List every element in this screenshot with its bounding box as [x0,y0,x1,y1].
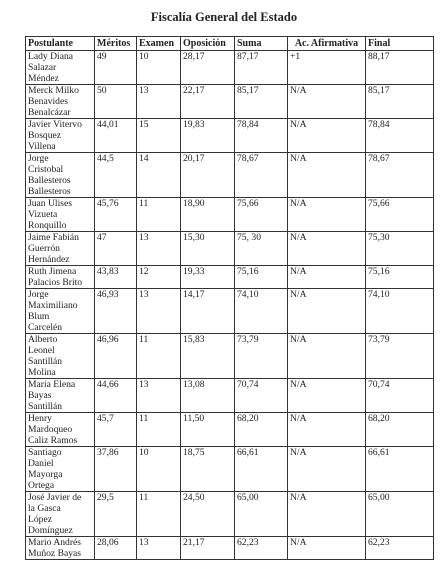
cell-final: 75,30 [366,232,434,266]
cell-final: 74,10 [366,289,434,334]
cell-meritos: 28,06 [95,537,137,560]
table-row [26,85,434,119]
cell-examen: 11 [137,413,181,447]
cell-oposicion: 24,50 [181,492,235,537]
cell-suma: 87,17 [235,51,288,85]
cell-postulante: Jorge Cristobal Ballesteros Ballesteros [26,153,95,198]
cell-ac-afirmativa: N/A [288,413,366,447]
cell-suma: 78,67 [235,153,288,198]
cell-suma: 85,17 [235,85,288,119]
cell-examen: 11 [137,334,181,379]
cell-suma: 70,74 [235,379,288,413]
cell-ac-afirmativa: N/A [288,537,366,560]
cell-final: 62,23 [366,537,434,560]
header-postulante: Postulante [26,37,95,51]
table-row [26,232,434,266]
cell-meritos: 45,76 [95,198,137,232]
cell-oposicion: 15,83 [181,334,235,379]
cell-suma: 75,66 [235,198,288,232]
cell-meritos: 44,5 [95,153,137,198]
header-ac-afirmativa: Ac. Afirmativa [288,37,366,51]
cell-final: 68,20 [366,413,434,447]
cell-examen: 12 [137,266,181,289]
cell-suma: 62,23 [235,537,288,560]
cell-oposicion: 21,17 [181,537,235,560]
table-row [26,119,434,153]
cell-examen: 13 [137,289,181,334]
cell-examen: 10 [137,447,181,492]
cell-postulante: Jorge Maximiliano Blum Carcelén [26,289,95,334]
cell-examen: 13 [137,379,181,413]
cell-final: 75,66 [366,198,434,232]
cell-final: 66,61 [366,447,434,492]
table-row [26,537,434,560]
cell-oposicion: 18,75 [181,447,235,492]
cell-final: 75,16 [366,266,434,289]
table-row [26,198,434,232]
cell-ac-afirmativa: N/A [288,289,366,334]
cell-final: 70,74 [366,379,434,413]
header-row [26,37,434,51]
cell-meritos: 50 [95,85,137,119]
cell-ac-afirmativa: N/A [288,85,366,119]
cell-postulante: Henry Mardoqueo Caliz Ramos [26,413,95,447]
cell-oposicion: 13,08 [181,379,235,413]
cell-meritos: 45,7 [95,413,137,447]
cell-suma: 78,84 [235,119,288,153]
cell-final: 65,00 [366,492,434,537]
cell-oposicion: 20,17 [181,153,235,198]
header-oposicion: Oposición [181,37,235,51]
cell-postulante: Alberto Leonel Santillán Molina [26,334,95,379]
cell-postulante: Mario Andrés Muñoz Bayas [26,537,95,560]
cell-meritos: 47 [95,232,137,266]
cell-final: 88,17 [366,51,434,85]
cell-postulante: Juan Ulises Vizueta Ronquillo [26,198,95,232]
cell-ac-afirmativa: N/A [288,232,366,266]
cell-oposicion: 28,17 [181,51,235,85]
cell-postulante: Santiago Daniel Mayorga Ortega [26,447,95,492]
cell-oposicion: 19,33 [181,266,235,289]
cell-suma: 66,61 [235,447,288,492]
cell-meritos: 44,01 [95,119,137,153]
cell-oposicion: 19,83 [181,119,235,153]
cell-suma: 73,79 [235,334,288,379]
cell-suma: 74,10 [235,289,288,334]
cell-postulante: José Javier de la Gasca López Domínguez [26,492,95,537]
cell-meritos: 44,66 [95,379,137,413]
cell-meritos: 46,96 [95,334,137,379]
cell-examen: 14 [137,153,181,198]
table-row [26,492,434,537]
header-examen: Examen [137,37,181,51]
header-final: Final [366,37,434,51]
cell-final: 73,79 [366,334,434,379]
cell-examen: 15 [137,119,181,153]
cell-suma: 65,00 [235,492,288,537]
cell-ac-afirmativa: N/A [288,379,366,413]
cell-suma: 75,16 [235,266,288,289]
table-row [26,379,434,413]
cell-meritos: 37,86 [95,447,137,492]
cell-meritos: 29,5 [95,492,137,537]
cell-final: 85,17 [366,85,434,119]
cell-examen: 11 [137,492,181,537]
table-row [26,334,434,379]
table-row [26,447,434,492]
cell-ac-afirmativa: N/A [288,334,366,379]
results-table [25,36,434,560]
cell-oposicion: 15,30 [181,232,235,266]
cell-ac-afirmativa: N/A [288,447,366,492]
cell-meritos: 43,83 [95,266,137,289]
cell-examen: 13 [137,85,181,119]
cell-meritos: 49 [95,51,137,85]
cell-suma: 75, 30 [235,232,288,266]
cell-postulante: Jaime Fabián Guerrón Hernández [26,232,95,266]
cell-postulante: Ruth Jimena Palacios Brito [26,266,95,289]
cell-final: 78,67 [366,153,434,198]
table-row [26,413,434,447]
cell-ac-afirmativa: N/A [288,198,366,232]
cell-ac-afirmativa: N/A [288,266,366,289]
cell-postulante: Merck Milko Benavides Benalcázar [26,85,95,119]
cell-suma: 68,20 [235,413,288,447]
cell-ac-afirmativa: N/A [288,492,366,537]
table-row [26,51,434,85]
cell-examen: 10 [137,51,181,85]
cell-oposicion: 14,17 [181,289,235,334]
cell-final: 78,84 [366,119,434,153]
cell-oposicion: 18,90 [181,198,235,232]
cell-oposicion: 22,17 [181,85,235,119]
cell-ac-afirmativa: N/A [288,119,366,153]
cell-examen: 13 [137,537,181,560]
cell-examen: 11 [137,198,181,232]
table-row [26,153,434,198]
cell-examen: 13 [137,232,181,266]
table-row [26,266,434,289]
cell-oposicion: 11,50 [181,413,235,447]
page-title: Fiscalía General del Estado [150,10,298,24]
header-meritos: Méritos [95,37,137,51]
header-suma: Suma [235,37,288,51]
cell-postulante: Lady Diana Salazar Méndez [26,51,95,85]
table-row [26,289,434,334]
cell-ac-afirmativa: +1 [288,51,366,85]
cell-ac-afirmativa: N/A [288,153,366,198]
cell-meritos: 46,93 [95,289,137,334]
cell-postulante: María Elena Bayas Santillán [26,379,95,413]
cell-postulante: Javier Vitervo Bosquez Villena [26,119,95,153]
